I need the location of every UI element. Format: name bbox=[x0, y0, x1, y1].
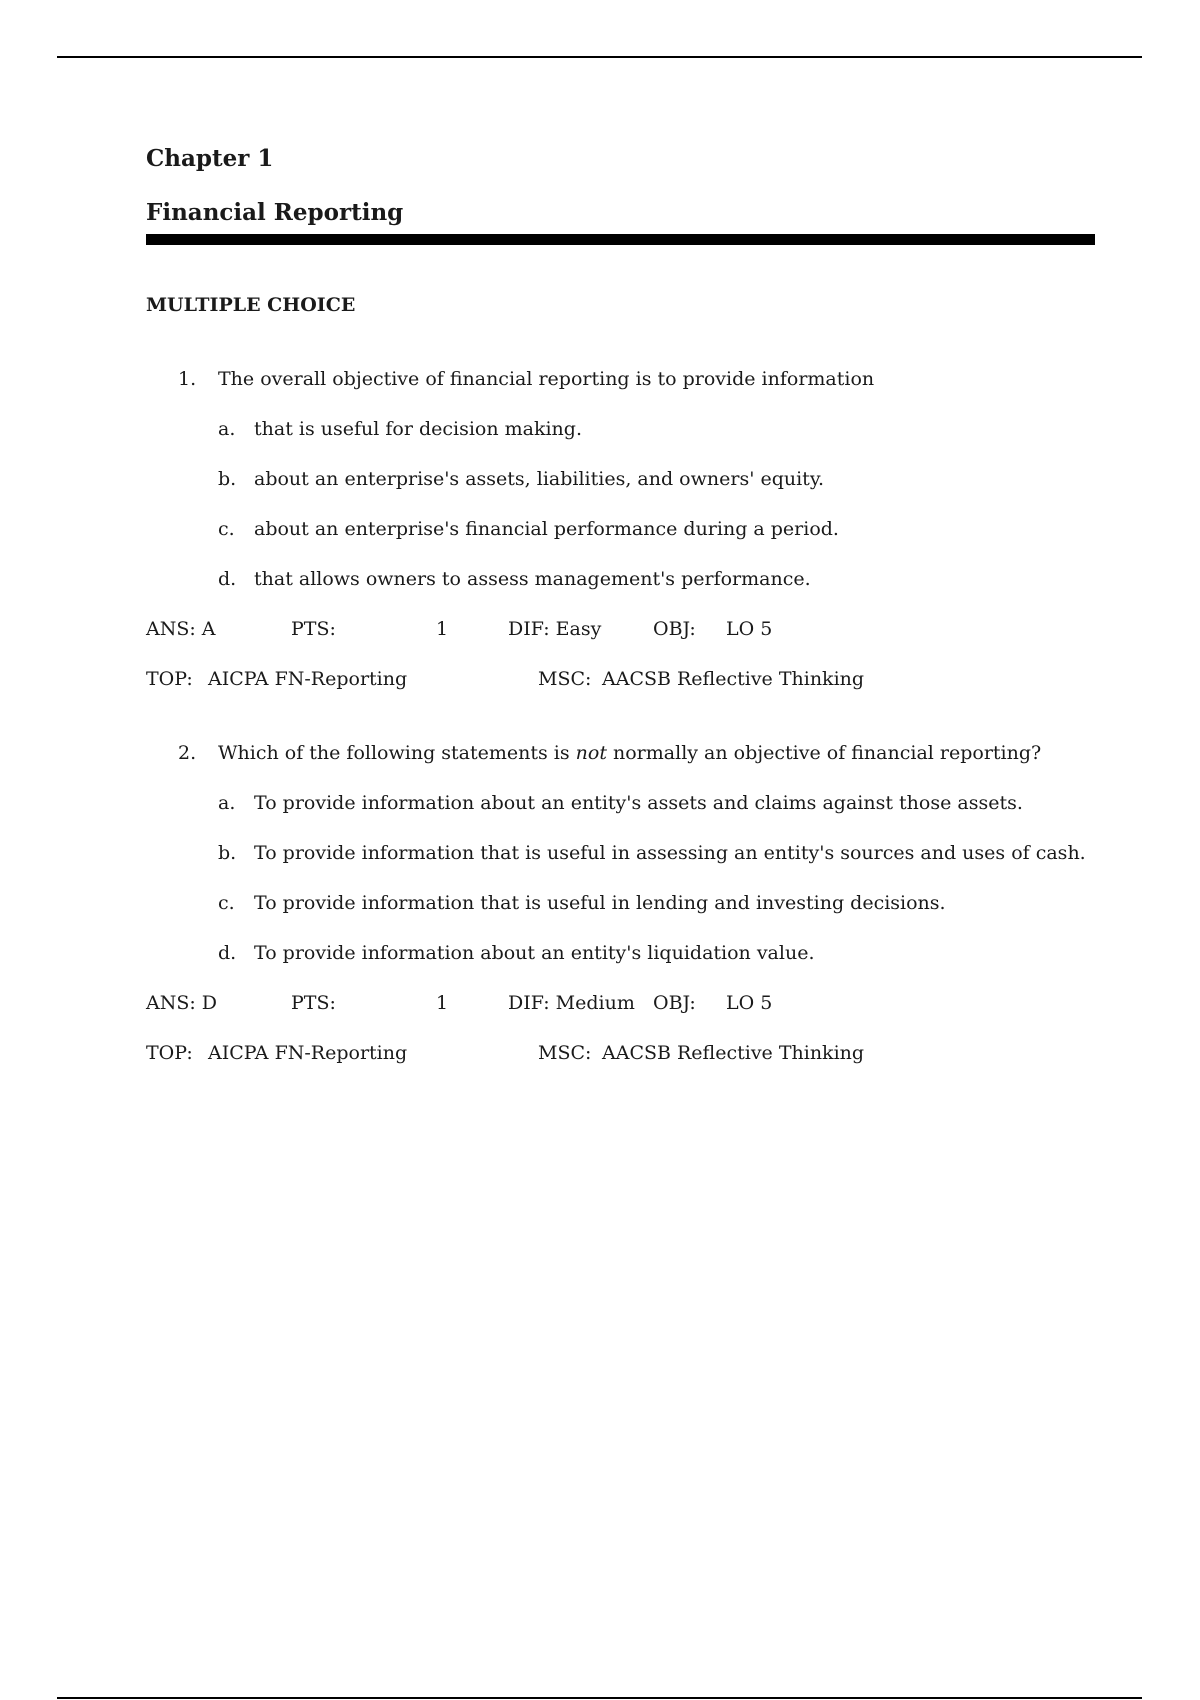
option-letter: a. bbox=[218, 418, 236, 440]
page-content bbox=[146, 143, 1096, 1067]
option-text: about an enterprise's financial performance during a period. bbox=[254, 518, 839, 540]
option-b bbox=[146, 465, 1096, 493]
option-letter: c. bbox=[218, 892, 235, 914]
msc-label: MSC: bbox=[538, 668, 592, 690]
difficulty: DIF: Easy bbox=[508, 618, 602, 640]
question-text: The overall objective of financial reporting is to provide information bbox=[218, 368, 875, 390]
topic-label: TOP: bbox=[146, 668, 193, 690]
topic-meta-row bbox=[146, 665, 1096, 693]
question-text-italic: not bbox=[575, 742, 607, 764]
option-letter: b. bbox=[218, 842, 237, 864]
option-c bbox=[146, 515, 1096, 543]
points-label: PTS: bbox=[291, 618, 336, 640]
topic-label: TOP: bbox=[146, 1042, 193, 1064]
difficulty: DIF: Medium bbox=[508, 992, 635, 1014]
answer-meta-row bbox=[146, 615, 1096, 643]
chapter-heading: Chapter 1 bbox=[146, 145, 274, 172]
objective-value: LO 5 bbox=[726, 618, 773, 640]
topic-value: AICPA FN-Reporting bbox=[208, 668, 408, 690]
points-value: 1 bbox=[436, 992, 449, 1014]
question-text: Which of the following statements is bbox=[218, 742, 576, 764]
question-number: 2. bbox=[178, 742, 197, 764]
question-1 bbox=[146, 365, 1096, 693]
option-text: that is useful for decision making. bbox=[254, 418, 582, 440]
topic-meta-row bbox=[146, 1039, 1096, 1067]
msc-value: AACSB Reflective Thinking bbox=[602, 1042, 865, 1064]
question-stem bbox=[146, 365, 1096, 393]
option-text: that allows owners to assess management's performance. bbox=[254, 568, 811, 590]
chapter-title: Financial Reporting bbox=[146, 199, 404, 226]
option-text: To provide information that is useful in assessing an entity's sources and uses of cash. bbox=[254, 842, 1086, 864]
objective-label: OBJ: bbox=[653, 618, 696, 640]
objective-label: OBJ: bbox=[653, 992, 696, 1014]
option-letter: a. bbox=[218, 792, 236, 814]
section-heading: MULTIPLE CHOICE bbox=[146, 294, 356, 316]
msc-label: MSC: bbox=[538, 1042, 592, 1064]
option-text: To provide information about an entity's assets and claims against those assets. bbox=[254, 792, 1023, 814]
option-a bbox=[146, 789, 1096, 817]
question-number: 1. bbox=[178, 368, 197, 390]
option-c bbox=[146, 889, 1096, 917]
option-b bbox=[146, 839, 1096, 867]
option-a bbox=[146, 415, 1096, 443]
option-d bbox=[146, 939, 1096, 967]
option-d bbox=[146, 565, 1096, 593]
answer-key: ANS: A bbox=[146, 618, 216, 640]
question-text-tail: normally an objective of financial reporting? bbox=[606, 742, 1042, 764]
option-letter: c. bbox=[218, 518, 235, 540]
topic-value: AICPA FN-Reporting bbox=[208, 1042, 408, 1064]
option-letter: b. bbox=[218, 468, 237, 490]
question-2 bbox=[146, 739, 1096, 1067]
option-letter: d. bbox=[218, 568, 237, 590]
points-value: 1 bbox=[436, 618, 449, 640]
option-text: To provide information that is useful in lending and investing decisions. bbox=[254, 892, 946, 914]
answer-key: ANS: D bbox=[146, 992, 218, 1014]
objective-value: LO 5 bbox=[726, 992, 773, 1014]
top-rule bbox=[57, 56, 1142, 58]
option-text: about an enterprise's assets, liabilities, and owners' equity. bbox=[254, 468, 825, 490]
points-label: PTS: bbox=[291, 992, 336, 1014]
option-letter: d. bbox=[218, 942, 237, 964]
option-text: To provide information about an entity's liquidation value. bbox=[254, 942, 815, 964]
question-stem bbox=[146, 739, 1096, 767]
title-rule bbox=[146, 234, 1095, 245]
answer-meta-row bbox=[146, 989, 1096, 1017]
msc-value: AACSB Reflective Thinking bbox=[602, 668, 865, 690]
bottom-rule bbox=[57, 1697, 1142, 1699]
